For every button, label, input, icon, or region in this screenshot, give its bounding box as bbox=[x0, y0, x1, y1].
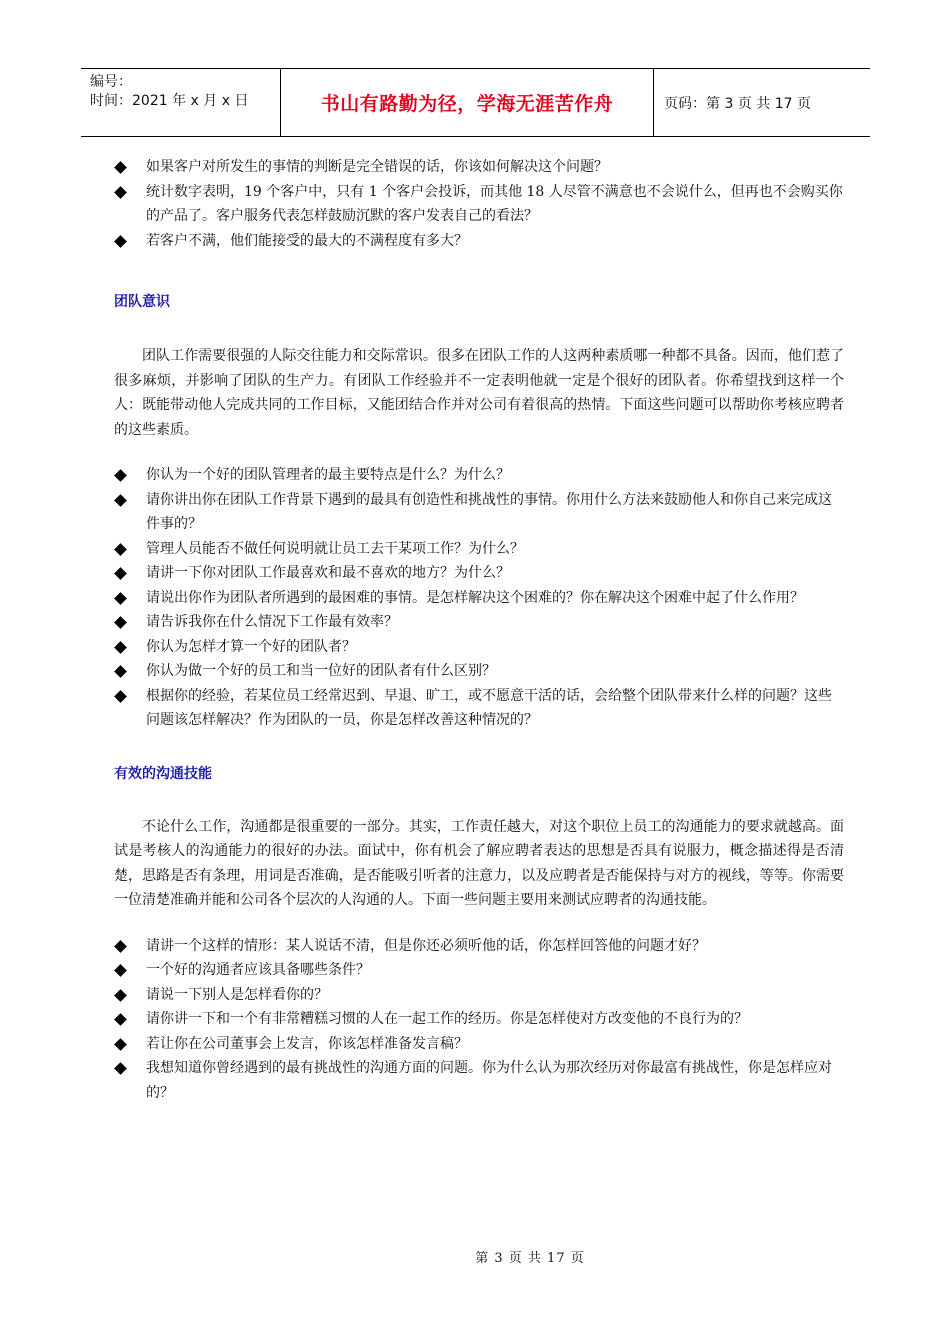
list-item: 一个好的沟通者应该具备哪些条件？ bbox=[114, 958, 844, 983]
diamond-bullet-icon bbox=[114, 964, 127, 977]
list-item: 请讲一个这样的情形：某人说话不清，但是你还必须听他的话，你怎样回答他的问题才好？ bbox=[114, 934, 844, 959]
diamond-bullet-icon bbox=[114, 1062, 127, 1075]
list-item: 你认为怎样才算一个好的团队者？ bbox=[114, 635, 844, 660]
page-header bbox=[81, 68, 870, 137]
diamond-bullet-icon bbox=[114, 665, 127, 678]
diamond-bullet-icon bbox=[114, 1013, 127, 1026]
header-page-label: 页码：第 3 页 共 17 页 bbox=[664, 95, 811, 112]
diamond-bullet-icon bbox=[114, 616, 127, 629]
number-label: 编号： bbox=[90, 74, 132, 90]
bullet-list-teamwork bbox=[114, 463, 844, 733]
diamond-bullet-icon bbox=[114, 469, 127, 482]
list-item: 请说一下别人是怎样看你的？ bbox=[114, 983, 844, 1008]
page-footer: 第 3 页 共 17 页 bbox=[475, 1251, 585, 1266]
diamond-bullet-icon bbox=[114, 186, 127, 199]
diamond-bullet-icon bbox=[114, 641, 127, 654]
list-item: 你认为做一个好的员工和当一位好的团队者有什么区别？ bbox=[114, 659, 844, 684]
list-item: 请你讲一下和一个有非常糟糕习惯的人在一起工作的经历。你是怎样使对方改变他的不良行为的？ bbox=[114, 1007, 844, 1032]
list-item: 请讲一下你对团队工作最喜欢和最不喜欢的地方？为什么？ bbox=[114, 561, 844, 586]
list-item: 若让你在公司董事会上发言，你该怎样准备发言稿？ bbox=[114, 1032, 844, 1057]
diamond-bullet-icon bbox=[114, 592, 127, 605]
communication-intro: 不论什么工作，沟通都是很重要的一部分。其实，工作责任越大，对这个职位上员工的沟通能力的要求就越高。面试是考核人的沟通能力的很好的办法。面试中，你有机会了解应聘者表达的思想是否具有说服力，概念描述得是否清楚，思路是否有条理，用词是否准确，是否能吸引听者的注意力，以及应聘者是否能保持与对方的视线，等等。你需要一位清楚准确并能和公司各个层次的人沟通的人。下面一些问题主要用来测试应聘者的沟通技能。 bbox=[114, 818, 844, 908]
teamwork-intro: 团队工作需要很强的人际交往能力和交际常识。很多在团队工作的人这两种素质哪一种都不具备。因而，他们惹了很多麻烦，并影响了团队的生产力。有团队工作经验并不一定表明他就一定是个很好的团队者。你希望找到这样一个人：既能带动他人完成共同的工作目标，又能团结合作并对公司有着很高的热情。下面这些问题可以帮助你考核应聘者的这些素质。 bbox=[114, 348, 844, 438]
list-item: 请说出你作为团队者所遇到的最困难的事情。是怎样解决这个困难的？你在解决这个困难中起了什么作用？ bbox=[114, 586, 844, 611]
diamond-bullet-icon bbox=[114, 940, 127, 953]
list-item: 如果客户对所发生的事情的判断是完全错误的话，你该如何解决这个问题？ bbox=[114, 155, 844, 180]
bullet-list-communication bbox=[114, 934, 844, 1106]
list-item: 你认为一个好的团队管理者的最主要特点是什么？为什么？ bbox=[114, 463, 844, 488]
list-item: 若客户不满，他们能接受的最大的不满程度有多大？ bbox=[114, 229, 844, 254]
list-item: 我想知道你曾经遇到的最有挑战性的沟通方面的问题。你为什么认为那次经历对你最富有挑战性，你是怎样应对的？ bbox=[114, 1056, 844, 1105]
diamond-bullet-icon bbox=[114, 690, 127, 703]
diamond-bullet-icon bbox=[114, 1038, 127, 1051]
diamond-bullet-icon bbox=[114, 567, 127, 580]
header-motto: 书山有路勤为径，学海无涯苦作舟 bbox=[281, 69, 654, 136]
list-item: 管理人员能否不做任何说明就让员工去干某项工作？为什么？ bbox=[114, 537, 844, 562]
diamond-bullet-icon bbox=[114, 161, 127, 174]
list-item: 请告诉我你在什么情况下工作最有效率？ bbox=[114, 610, 844, 635]
diamond-bullet-icon bbox=[114, 494, 127, 507]
date-label: 时间：2021 年 x 月 x 日 bbox=[90, 93, 249, 109]
list-item: 统计数字表明，19 个客户中，只有 1 个客户会投诉，而其他 18 人尽管不满意也不会说什么，但再也不会购买你的产品了。客户服务代表怎样鼓励沉默的客户发表自己的看法？ bbox=[114, 180, 844, 229]
list-item: 请你讲出你在团队工作背景下遇到的最具有创造性和挑战性的事情。你用什么方法来鼓励他人和你自己来完成这件事的？ bbox=[114, 488, 844, 537]
diamond-bullet-icon bbox=[114, 235, 127, 248]
bullet-list-customer bbox=[114, 155, 844, 253]
list-item: 根据你的经验，若某位员工经常迟到、早退、旷工，或不愿意干活的话，会给整个团队带来什么样的问题？这些问题该怎样解决？作为团队的一员，你是怎样改善这种情况的？ bbox=[114, 684, 844, 733]
diamond-bullet-icon bbox=[114, 989, 127, 1002]
diamond-bullet-icon bbox=[114, 543, 127, 556]
header-meta bbox=[81, 69, 281, 136]
document-body bbox=[114, 155, 844, 1105]
section-heading-teamwork: 团队意识 bbox=[114, 294, 170, 310]
section-heading-communication: 有效的沟通技能 bbox=[114, 765, 212, 782]
